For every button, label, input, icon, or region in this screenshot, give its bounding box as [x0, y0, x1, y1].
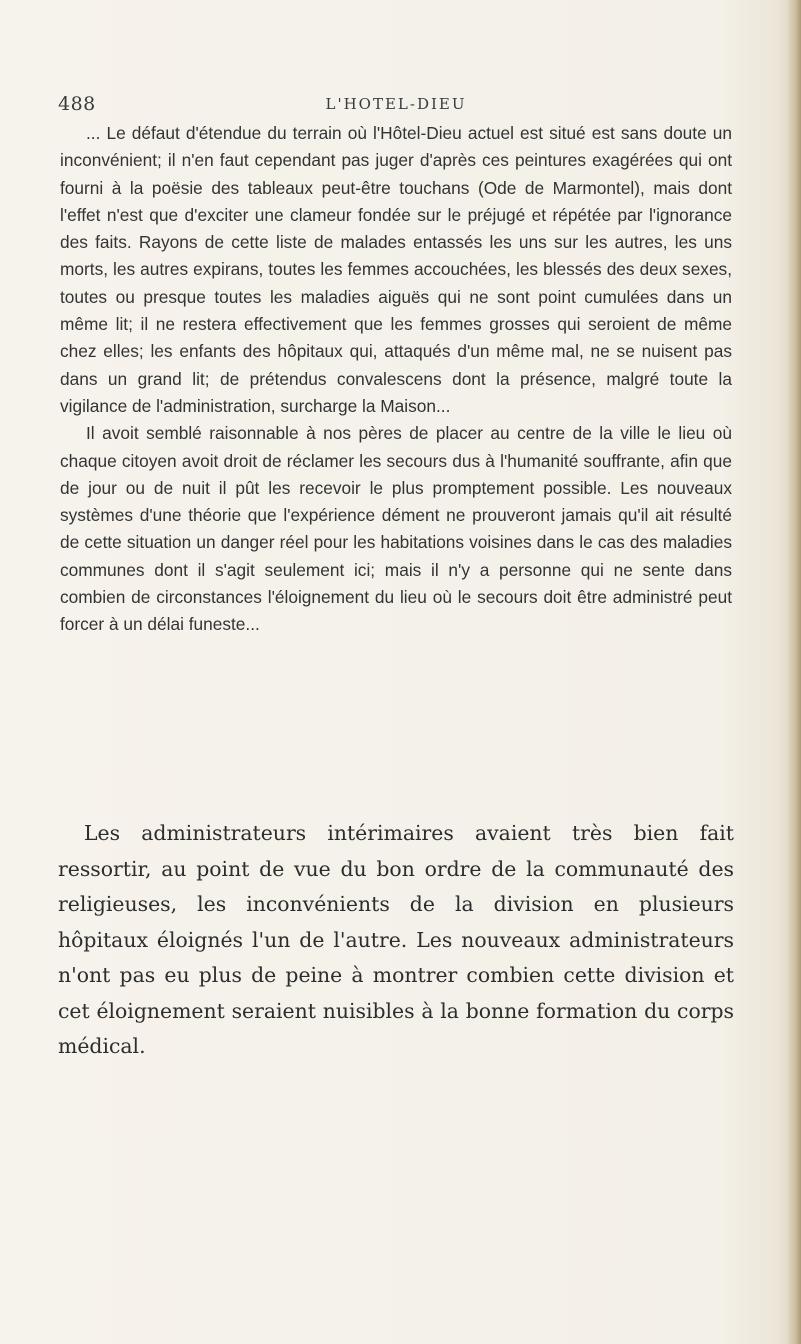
body-paragraph: Les administrateurs intérimaires avaient très bien fait ressortir, au point de vue du bon ordre de la communauté des religieuses, les inconvénients de la division en plusieurs hôpitaux éloignés l'un de l'autre. Les nouveaux administrateurs n'ont pas eu plus de peine à montrer combien cette division et cet éloignement seraient nuisibles à la bonne formation du corps médical.: [58, 821, 734, 1058]
running-title: L'HOTEL-DIEU: [325, 95, 467, 113]
page-number: 488: [58, 93, 96, 115]
quoted-passage: [60, 120, 732, 639]
page-header: [58, 93, 734, 123]
quote-paragraph: ... Le défaut d'étendue du terrain où l'Hôtel-Dieu actuel est situé est sans doute un inconvénient; il n'en faut cependant pas juger d'après ces peintures exagérées qui ont fourni à la poësie des tableaux peut-être touchans (Ode de Marmontel), mais dont l'effet n'est que d'exciter une clameur fondée sur le préjugé et répétée par l'ignorance des faits. Rayons de cette liste de malades entassés les uns sur les autres, les uns morts, les autres expirans, toutes les femmes accouchées, les blessés des deux sexes, toutes ou presque toutes les maladies aiguës qui ne sont point cumulées dans un même lit; il ne restera effectivement que les femmes grosses qui seroient de même chez elles; les enfants des hôpitaux qui, attaqués d'un même mal, ne se nuisent pas dans un grand lit; de prétendus convalescens dont la présence, malgré toute la vigilance de l'administration, surcharge la Maison...: [60, 123, 732, 416]
main-text: [58, 816, 734, 1065]
page-edge-stain: [787, 0, 801, 1344]
quote-paragraph: Il avoit semblé raisonnable à nos pères de placer au centre de la ville le lieu où chaque citoyen avoit droit de réclamer les secours dus à l'humanité souffrante, afin que de jour ou de nuit il pût les recevoir le plus promptement possible. Les nouveaux systèmes d'une théorie que l'expérience dément ne prouveront jamais qu'il ait résulté de cette situation un danger réel pour les habitations voisines dans le cas des maladies communes dont il s'agit seulement ici; mais il n'y a personne qui ne sente dans combien de circonstances l'éloignement du lieu où le secours doit être administré peut forcer à un délai funeste...: [60, 423, 732, 635]
